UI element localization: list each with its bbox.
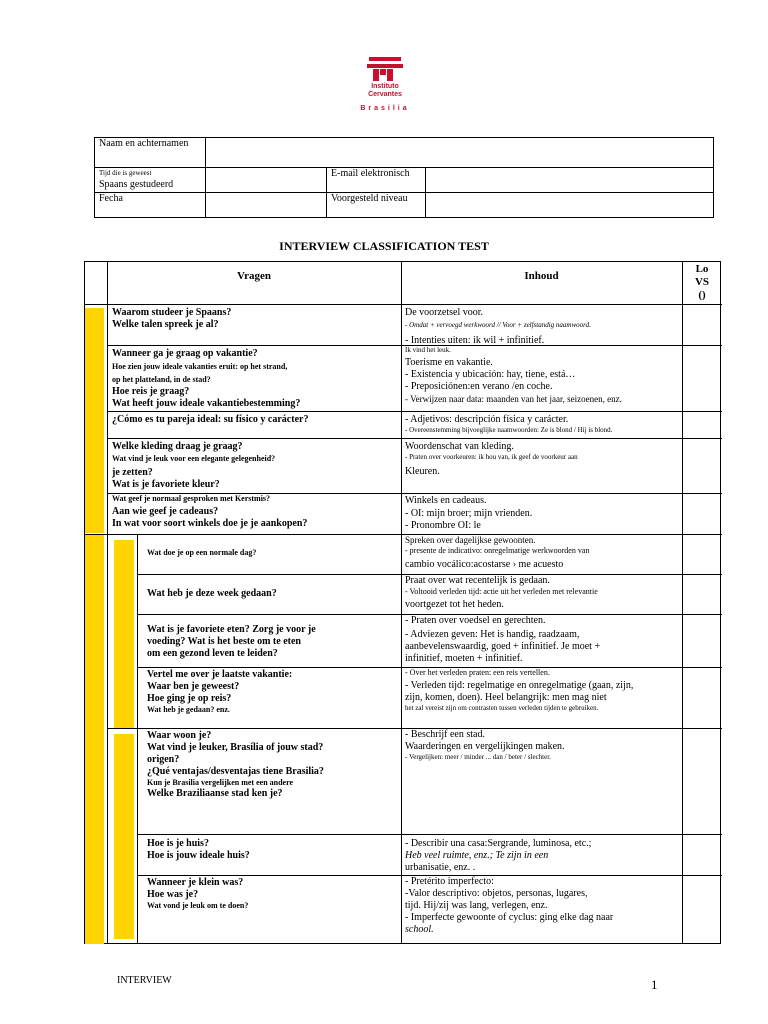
question-text: voeding? Wat is het beste om te eten: [147, 636, 301, 647]
row-divider: [107, 411, 722, 412]
column-divider: [401, 262, 402, 943]
content-text: Waarderingen en vergelijkingen maken.: [405, 741, 565, 752]
content-text: Winkels en cadeaus.: [405, 495, 487, 506]
content-text: Heb veel ruimte, enz.; Te zijn in een: [405, 850, 549, 861]
question-text: Vertel me over je laatste vakantie:: [147, 669, 293, 680]
question-text: Hoe is jouw ideale huis?: [147, 850, 250, 861]
content-text: - Beschrijf een stad.: [405, 729, 485, 740]
niveau-label: Voorgesteld niveau: [327, 193, 426, 218]
content-text: - OI: mijn broer; mijn vrienden.: [405, 508, 533, 519]
content-text: - Intenties uiten: ik wil + infinitief.: [405, 335, 545, 346]
content-text: Ik vind het leuk.: [405, 346, 451, 354]
content-text: zijn, komen, doen). Heel belangrijk: men mag niet: [405, 692, 607, 703]
question-text: Wat geef je normaal gesproken met Kerstmis?: [112, 494, 271, 503]
yellow-bar-sub-2: [114, 734, 134, 939]
header-inhoud: Inhoud: [524, 270, 559, 282]
question-text: Wat heb je gedaan? enz.: [147, 705, 230, 714]
content-text: Kleuren.: [405, 466, 440, 477]
question-cell: [112, 307, 231, 331]
question-cell: [147, 624, 316, 660]
question-text: ¿Cómo es tu pareja ideal: su físico y carácter?: [112, 414, 309, 425]
header-lo: Lo: [695, 263, 709, 275]
content-text: - Verwijzen naar data: maanden van het jaar, seizoenen, enz.: [405, 394, 622, 404]
content-cell: [405, 535, 589, 571]
content-text: -Valor descriptivo: objetos, personas, lugares,: [405, 888, 588, 899]
question-cell: [147, 838, 250, 862]
content-text: - Omdat + vervoegd werkwoord // Voor + zelfstandig naamwoord.: [405, 321, 591, 329]
question-text: je zetten?: [112, 467, 153, 478]
question-text: origen?: [147, 754, 180, 765]
content-cell: [405, 668, 633, 713]
content-text: - Imperfecte gewoonte of cyclus: ging elke dag naar: [405, 912, 614, 923]
niveau-field[interactable]: [426, 193, 714, 218]
content-text: Woordenschat van kleding.: [405, 441, 514, 452]
question-text: Wat is je favoriete eten? Zorg je voor je: [147, 624, 316, 635]
content-text: Toerisme en vakantie.: [405, 357, 493, 368]
cervantes-emblem-icon: [363, 55, 407, 83]
logo-line-1: Instituto: [371, 83, 399, 90]
question-text: Wat heeft jouw ideale vakantiebestemming?: [112, 398, 301, 409]
yellow-bar-level-1: [85, 308, 104, 533]
question-text: Hoe reis je graag?: [112, 386, 190, 397]
tijd-label-main: Spaans gestudeerd: [99, 179, 174, 190]
content-text: - Adjetivos: descripción física y carácter.: [405, 414, 569, 425]
content-text: school.: [405, 924, 434, 935]
instituto-cervantes-logo: [355, 55, 415, 120]
content-text: urbanisatie, enz. .: [405, 862, 476, 873]
content-text: - Preposiciónen:en verano /en coche.: [405, 381, 553, 392]
content-text: Praat over wat recentelijk is gedaan.: [405, 575, 550, 586]
row-divider: [137, 834, 722, 835]
tijd-label: [95, 168, 206, 193]
question-text: Wanneer je klein was?: [147, 877, 244, 888]
content-text: - Praten over voorkeuren: ik hou van, ik geef de voorkeur aan: [405, 453, 578, 461]
content-text: - Praten over voedsel en gerechten.: [405, 615, 546, 626]
content-text: aanbevelenswaardig, goed + infinitief. Je moet +: [405, 641, 601, 652]
question-text: om een gezond leven te leiden?: [147, 648, 278, 659]
fecha-field[interactable]: [206, 193, 327, 218]
content-text: tijd. Hij/zij was lang, verlegen, enz.: [405, 900, 548, 911]
question-cell: [112, 494, 307, 530]
question-text: Welke talen spreek je al?: [112, 319, 219, 330]
question-text: Welke Braziliaanse stad ken je?: [147, 788, 283, 799]
question-text: Kun je Brasilia vergelijken met een andere: [147, 778, 294, 787]
content-text: - presente de indicativo: onregelmatige werkwoorden van: [405, 546, 590, 555]
column-divider: [682, 262, 683, 943]
tijd-label-small: Tijd die is geweest: [99, 169, 152, 177]
question-text: Wat heb je deze week gedaan?: [147, 588, 277, 599]
question-text: op het platteland, in de stad?: [112, 375, 211, 384]
column-divider: [137, 534, 138, 943]
logo-line-3: Brasilia: [360, 105, 410, 112]
student-info-table: [94, 137, 714, 218]
content-cell: [405, 615, 600, 665]
question-text: Wat vond je leuk om te doen?: [147, 901, 249, 910]
row-divider: [85, 534, 722, 535]
question-cell: [147, 669, 292, 715]
content-cell: [405, 495, 532, 532]
question-text: Welke kleding draag je graag?: [112, 441, 243, 452]
question-text: Wat is je favoriete kleur?: [112, 479, 220, 490]
content-cell: [405, 729, 565, 762]
question-cell: [147, 548, 256, 558]
content-text: - Pronombre OI: le: [405, 520, 481, 531]
header-checkbox: (): [698, 289, 706, 301]
interview-table: [84, 261, 721, 944]
content-cell: [405, 876, 613, 936]
content-text: - Pretérito imperfecto:: [405, 876, 494, 887]
question-cell: [112, 348, 300, 410]
content-text: - Describir una casa:Sergrande, luminosa, etc.;: [405, 838, 592, 849]
content-cell: [405, 838, 591, 874]
question-text: Hoe was je?: [147, 889, 199, 900]
question-text: Waar woon je?: [147, 730, 212, 741]
content-cell: [405, 414, 612, 435]
question-text: Wat vind je leuk voor een elegante gelegenheid?: [112, 454, 276, 463]
row-divider: [107, 438, 722, 439]
content-cell: [405, 307, 591, 347]
content-text: het zal vereist zijn om contrasten tussen verleden tijden te gebruiken.: [405, 704, 599, 712]
question-text: Hoe zien jouw ideale vakanties eruit: op het strand,: [112, 362, 288, 371]
content-cell: [405, 346, 622, 405]
content-text: - Over het verleden praten: een reis vertellen.: [405, 668, 550, 677]
question-text: Hoe is je huis?: [147, 838, 209, 849]
email-field[interactable]: [426, 168, 714, 193]
logo-line-2: Cervantes: [368, 91, 402, 98]
content-text: voortgezet tot het heden.: [405, 599, 504, 610]
column-divider: [107, 262, 108, 943]
content-text: - Existencia y ubicación: hay, tiene, está…: [405, 369, 576, 380]
content-text: - Overeenstemming bijvoeglijke naamwoorden: Ze is blond / Hij is blond.: [405, 426, 613, 434]
content-text: infinitief, moeten + infinitief.: [405, 653, 523, 664]
content-text: cambio vocálico:acostarse › me acuesto: [405, 559, 564, 570]
yellow-bar-level-2: [85, 534, 104, 944]
content-text: De voorzetsel voor.: [405, 307, 484, 318]
fecha-label: Fecha: [95, 193, 206, 218]
content-text: Spreken over dagelijkse gewoonten.: [405, 535, 536, 545]
header-lo-vs: [682, 263, 722, 302]
question-cell: [147, 588, 277, 600]
footer-label: INTERVIEW: [117, 975, 172, 986]
question-text: Wat doe je op een normale dag?: [147, 548, 257, 557]
question-cell: [112, 414, 308, 426]
question-text: Wat vind je leuker, Brasília of jouw stad?: [147, 742, 324, 753]
email-label: E-mail elektronisch: [327, 168, 426, 193]
question-text: Waarom studeer je Spaans?: [112, 307, 232, 318]
content-text: - Adviezen geven: Het is handig, raadzaam,: [405, 629, 580, 640]
content-cell: [405, 441, 578, 478]
content-text: - Voltooid verleden tijd: actie uit het verleden met relevantie: [405, 587, 598, 596]
question-text: ¿Qué ventajas/desventajas tiene Brasilia?: [147, 766, 324, 777]
content-text: - Verleden tijd: regelmatige en onregelmatige (gaan, zijn,: [405, 680, 634, 691]
question-cell: [147, 877, 248, 911]
header-vs: VS: [694, 276, 710, 288]
tijd-field[interactable]: [206, 168, 327, 193]
question-cell: [147, 730, 324, 800]
question-text: Hoe ging je op reis?: [147, 693, 232, 704]
content-text: - Vergelijken: meer / minder ... dan / beter / slechter.: [405, 753, 551, 761]
yellow-bar-sub-1: [114, 540, 134, 728]
question-cell: [112, 441, 275, 491]
page-number: 1: [651, 977, 658, 992]
question-text: Wanneer ga je graag op vakantie?: [112, 348, 258, 359]
naam-field[interactable]: [206, 138, 714, 168]
content-cell: [405, 575, 598, 611]
question-text: In wat voor soort winkels doe je je aankopen?: [112, 518, 308, 529]
row-divider: [85, 304, 722, 305]
document-title: INTERVIEW CLASSIFICATION TEST: [279, 239, 489, 253]
question-text: Aan wie geef je cadeaus?: [112, 506, 219, 517]
header-vragen: Vragen: [236, 270, 271, 282]
question-text: Waar ben je geweest?: [147, 681, 240, 692]
naam-label: Naam en achternamen: [95, 138, 206, 168]
